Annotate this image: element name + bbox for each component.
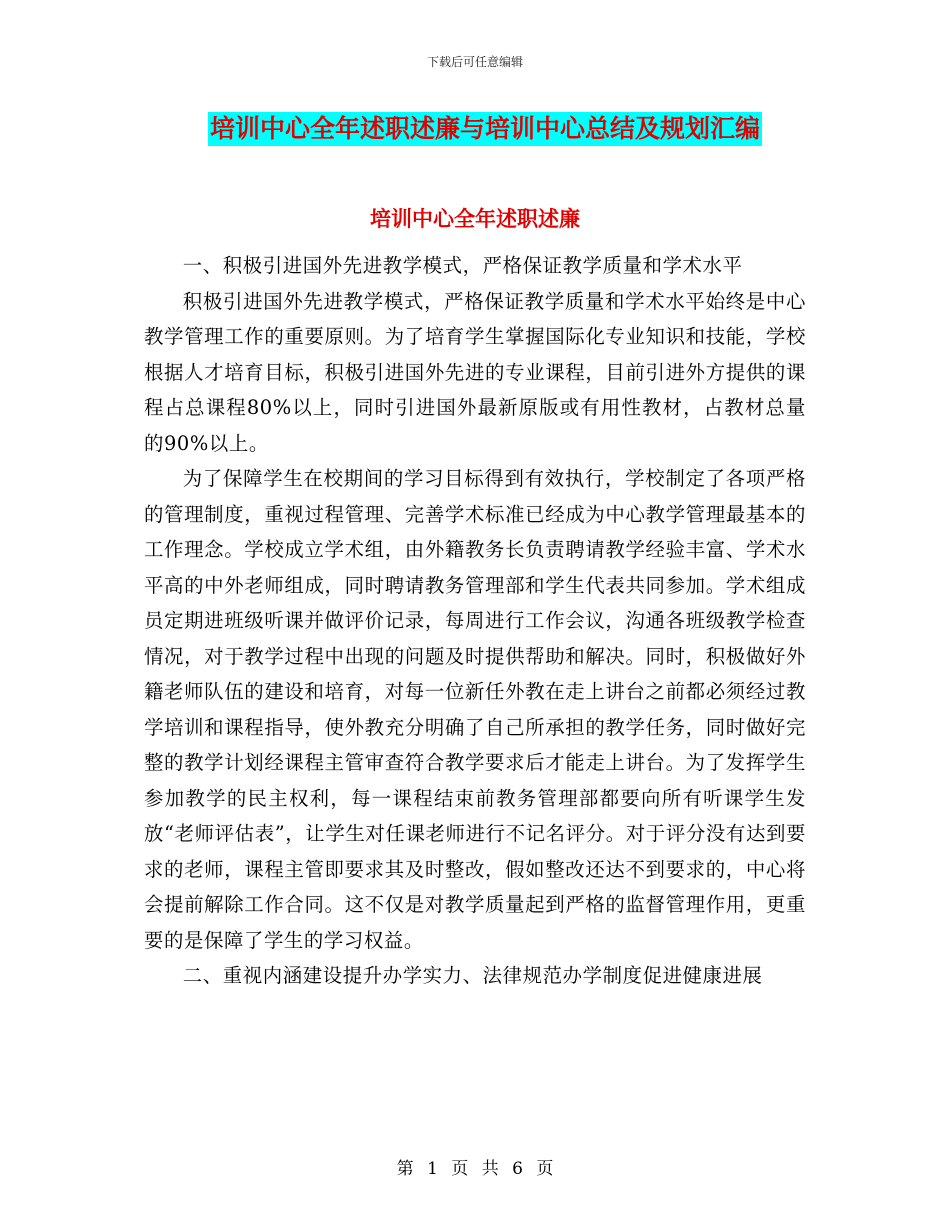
header-note: 下载后可任意编辑 [426,55,523,69]
body-paragraph: 积极引进国外先进教学模式，严格保证教学质量和学术水平始终是中心教学管理工作的重要原则。为了培育学生掌握国际化专业知识和技能，学校根据人才培育目标，积极引进国外先进的专业课程，目前引进外方提供的课程占总课程80%以上，同时引进国外最新原版或有用性教材，占教材总量的90%以上。 [144,289,806,455]
body-paragraph: 为了保障学生在校期间的学习目标得到有效执行，学校制定了各项严格的管理制度，重视过程管理、完善学术标准已经成为中心教学管理最基本的工作理念。学校成立学术组，由外籍教务长负责聘请教学经验丰富、学术水平高的中外老师组成，同时聘请教务管理部和学生代表共同参加。学术组成员定期进班级听课并做评价记录，每周进行工作会议，沟通各班级教学检查情况，对于教学过程中出现的问题及时提供帮助和解决。同时，积极做好外籍老师队伍的建设和培育，对每一位新任外教在走上讲台之前都必须经过教学培训和课程指导，使外教充分明确了自己所承担的教学任务，同时做好完整的教学计划经课程主管审查符合教学要求后才能走上讲台。为了发挥学生参加教学的民主权利，每一课程结束前教务管理部都要向所有听课学生发放“老师评估表”，让学生对任课老师进行不记名评分。对于评分没有达到要求的老师，课程主管即要求其及时整改，假如整改还达不到要求的，中心将会提前解除工作合同。这不仅是对教学质量起到严格的监督管理作用，更重要的是保障了学生的学习权益。 [144,467,806,952]
section-title: 培训中心全年述职述廉 [370,206,580,231]
page-footer: 第 1 页 共 6 页 [396,1159,554,1179]
heading-paragraph-2: 二、重视内涵建设提升办学实力、法律规范办学制度促进健康进展 [182,964,763,987]
heading-paragraph-1: 一、积极引进国外先进教学模式，严格保证教学质量和学术水平 [182,254,743,277]
document-title: 培训中心全年述职述廉与培训中心总结及规划汇编 [208,112,762,146]
document-body [144,248,806,994]
